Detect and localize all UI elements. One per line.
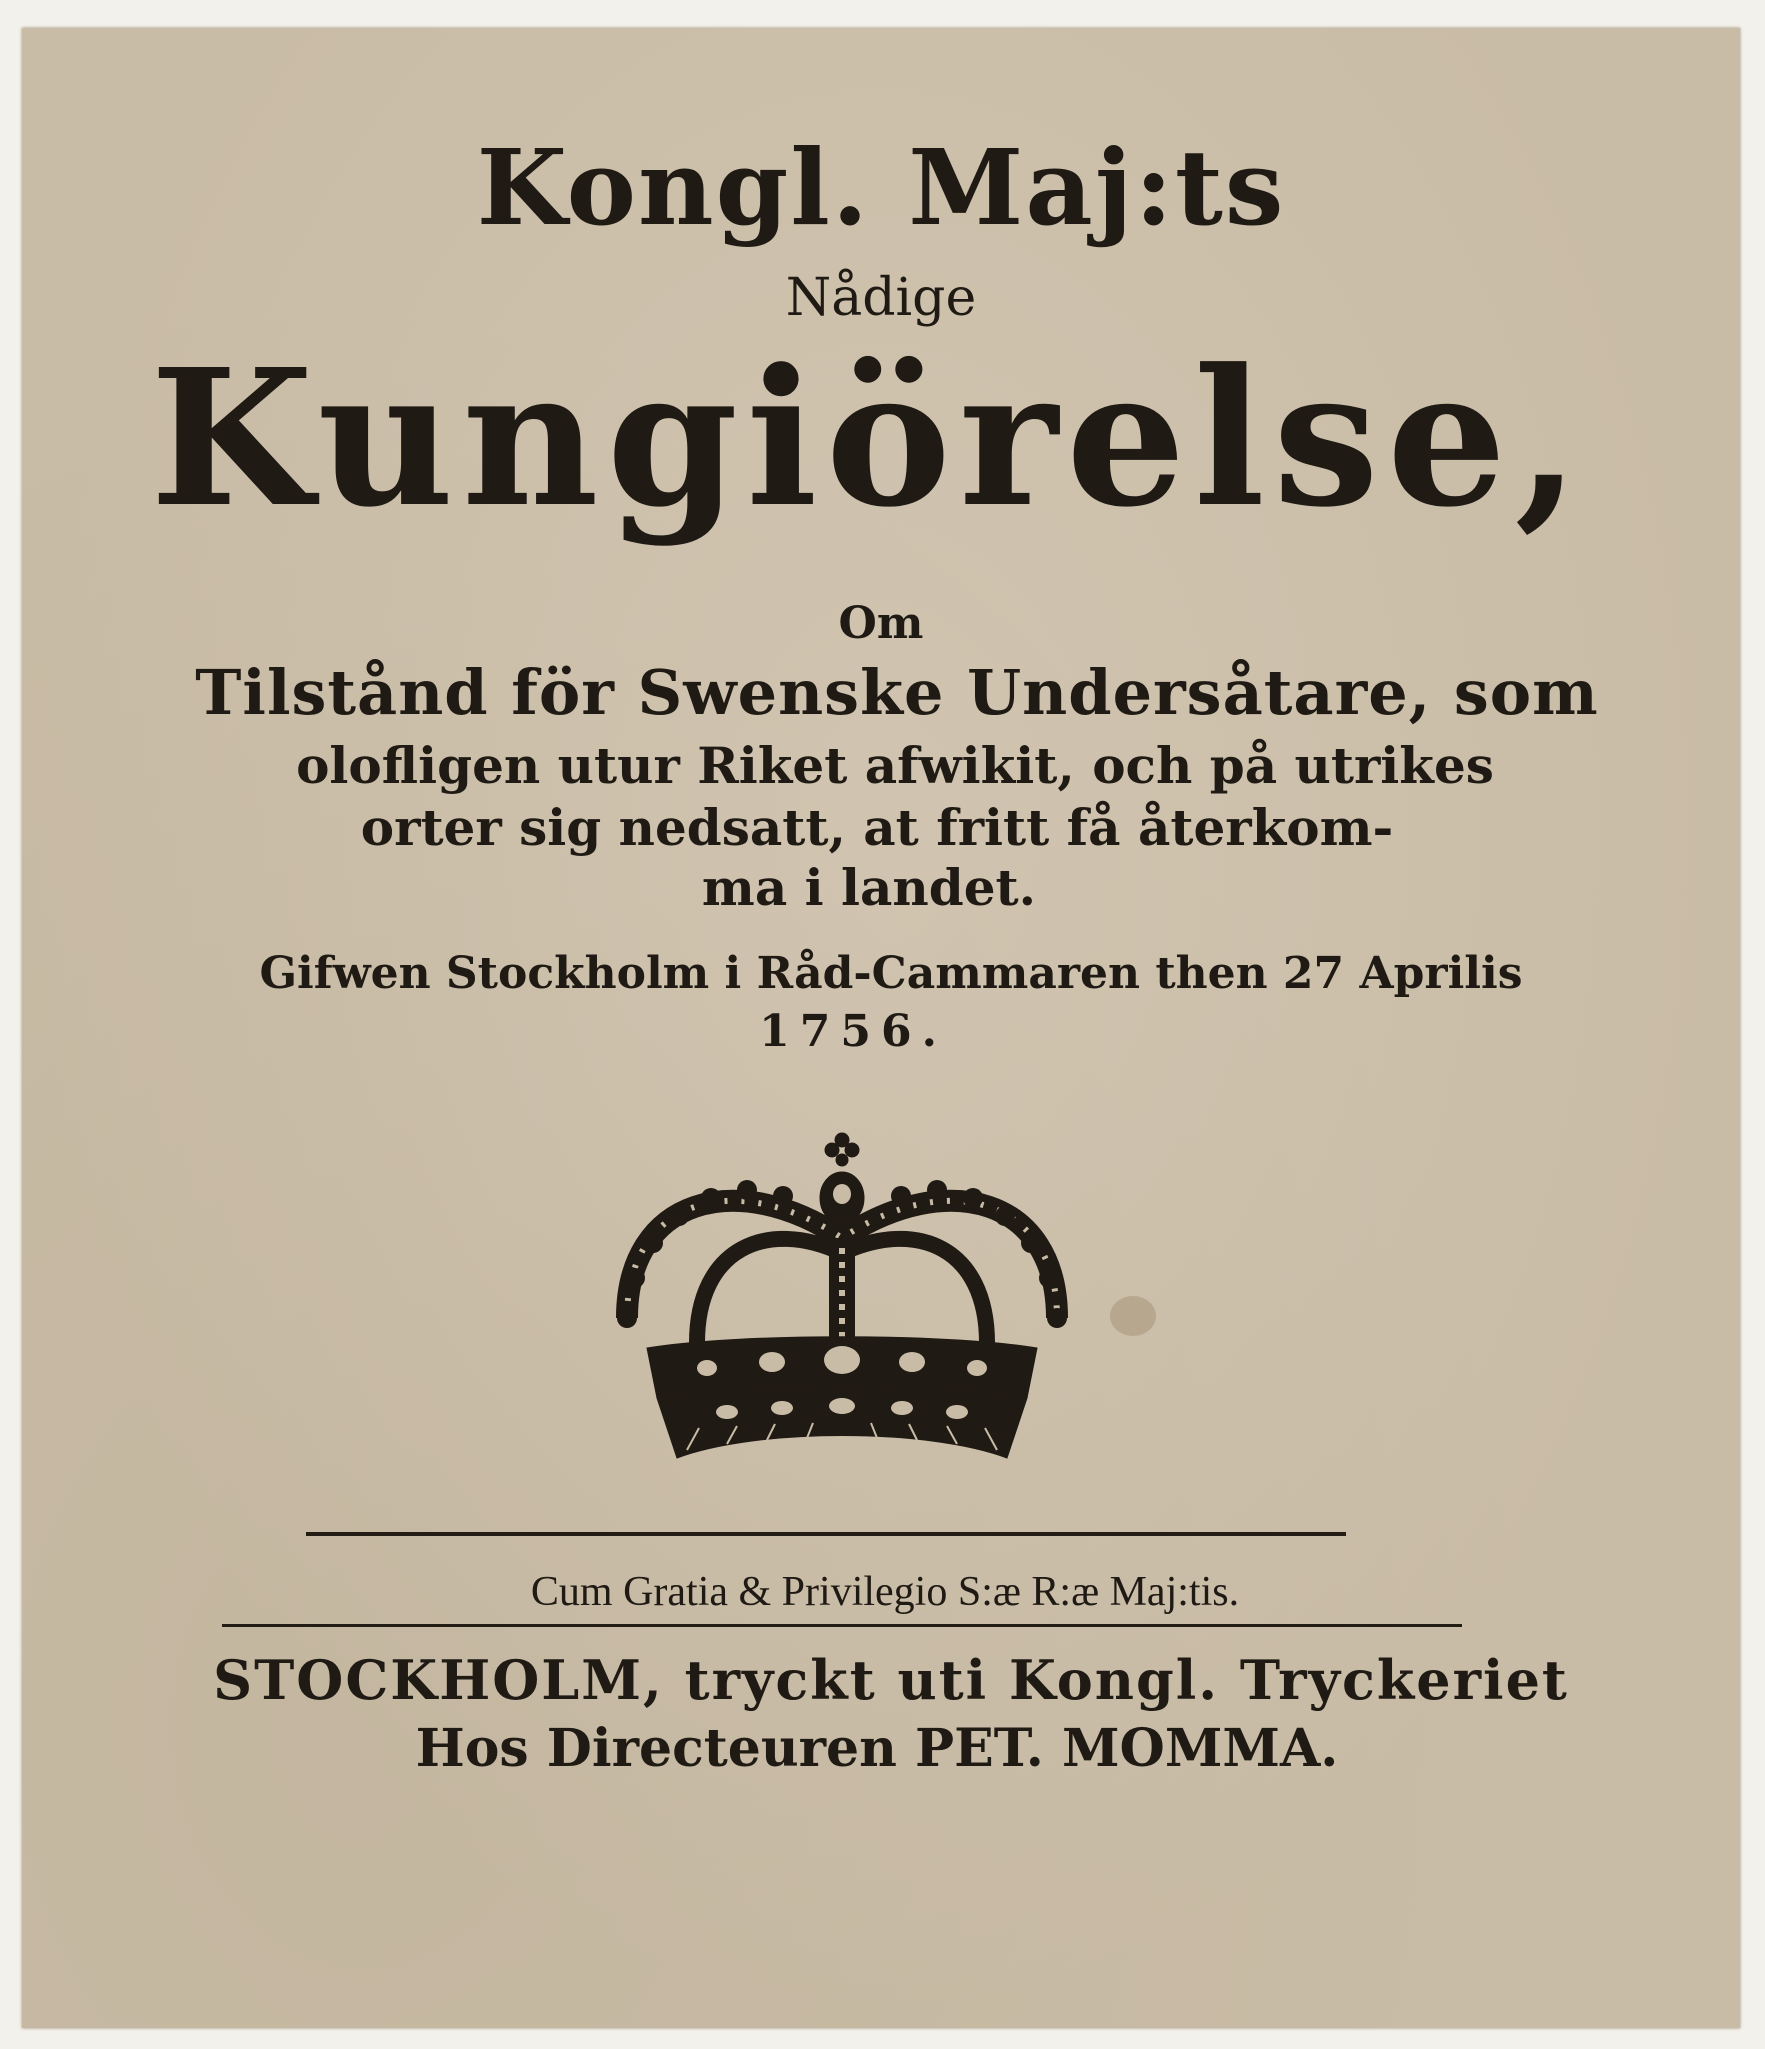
title-kongl-majts: Kongl. Maj:ts: [476, 126, 1286, 249]
description-line: Tilstånd för Swenske Undersåtare, som: [195, 656, 1599, 729]
privilege-line: Cum Gratia & Privilegio S:æ R:æ Maj:tis.: [530, 1569, 1240, 1615]
year-line: 1756.: [759, 1006, 947, 1057]
paper-stain: [1110, 1296, 1156, 1336]
printer-director-line: Hos Directeuren PET. MOMMA.: [415, 1718, 1339, 1779]
top-rule: [306, 1532, 1346, 1536]
printer-line: STOCKHOLM, tryckt uti Kongl. Tryckeriet: [213, 1648, 1569, 1712]
title-nadige: Nådige: [785, 268, 977, 328]
bottom-rule: [222, 1624, 1462, 1627]
description-line: orter sig nedsatt, at fritt få återkom-: [360, 798, 1394, 857]
description-line: ma i landet.: [701, 858, 1037, 917]
description-line: olofligen utur Riket afwikit, och på utrikes: [296, 736, 1494, 795]
given-line: Gifwen Stockholm i Råd-Cammaren then 27 Aprilis: [259, 948, 1523, 999]
title-om: Om: [838, 598, 924, 649]
title-kungiorelse: Kungiörelse,: [150, 328, 1588, 549]
royal-crown-icon: [587, 1128, 1097, 1488]
document-page: [22, 28, 1740, 2028]
